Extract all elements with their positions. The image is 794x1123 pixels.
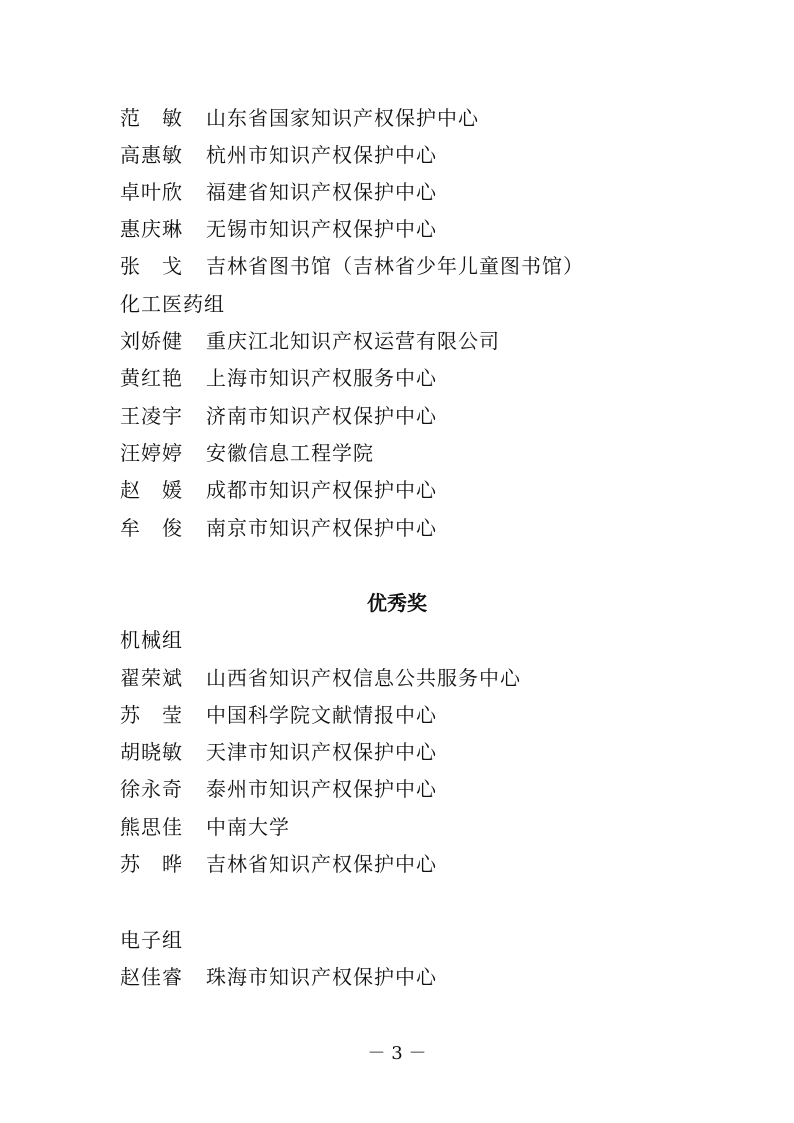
list-item [120,326,500,356]
person-name: 苏 莹 [120,703,183,727]
organization-name: 天津市知识产权保护中心 [206,740,437,764]
list-item [120,812,290,842]
person-name: 牟 俊 [120,516,183,540]
organization-name: 山西省知识产权信息公共服务中心 [206,666,521,690]
person-name: 刘娇健 [120,329,183,353]
list-item [120,401,437,431]
organization-name: 中国科学院文献情报中心 [206,703,437,727]
list-item [120,103,479,133]
person-name: 苏 晔 [120,852,183,876]
group-heading-mech: 机械组 [120,628,183,652]
person-name: 高惠敏 [120,143,183,167]
list-item [120,774,437,804]
list-item [120,475,437,505]
list-item [120,438,374,468]
page-number: － 3 － [367,1043,427,1064]
person-name: 惠庆琳 [120,217,183,241]
list-item [120,962,437,992]
person-name: 黄红艳 [120,366,183,390]
organization-name: 安徽信息工程学院 [206,441,374,465]
group-heading-chem: 化工医药组 [120,292,225,316]
organization-name: 上海市知识产权服务中心 [206,366,437,390]
list-item [120,849,437,879]
list-item [120,663,521,693]
organization-name: 南京市知识产权保护中心 [206,516,437,540]
list-item [120,251,584,281]
list-item [120,737,437,767]
organization-name: 珠海市知识产权保护中心 [206,965,437,989]
person-name: 赵 媛 [120,478,183,502]
list-item [120,140,437,170]
list-item [120,363,437,393]
organization-name: 吉林省图书馆（吉林省少年儿童图书馆） [206,254,584,278]
organization-name: 泰州市知识产权保护中心 [206,777,437,801]
person-name: 赵佳睿 [120,965,183,989]
organization-name: 中南大学 [206,815,290,839]
person-name: 王凌宇 [120,404,183,428]
organization-name: 福建省知识产权保护中心 [206,180,437,204]
person-name: 徐永奇 [120,777,183,801]
person-name: 胡晓敏 [120,740,183,764]
person-name: 张 戈 [120,254,183,278]
organization-name: 山东省国家知识产权保护中心 [206,106,479,130]
organization-name: 成都市知识产权保护中心 [206,478,437,502]
person-name: 卓叶欣 [120,180,183,204]
person-name: 熊思佳 [120,815,183,839]
list-item [120,700,437,730]
person-name: 汪婷婷 [120,441,183,465]
organization-name: 杭州市知识产权保护中心 [206,143,437,167]
organization-name: 无锡市知识产权保护中心 [206,217,437,241]
list-item [120,513,437,543]
group-heading-elec: 电子组 [120,928,183,952]
organization-name: 吉林省知识产权保护中心 [206,852,437,876]
organization-name: 济南市知识产权保护中心 [206,404,437,428]
list-item [120,214,437,244]
award-title: 优秀奖 [367,591,427,615]
list-item [120,177,437,207]
organization-name: 重庆江北知识产权运营有限公司 [206,329,500,353]
person-name: 翟荣斌 [120,666,183,690]
person-name: 范 敏 [120,106,183,130]
